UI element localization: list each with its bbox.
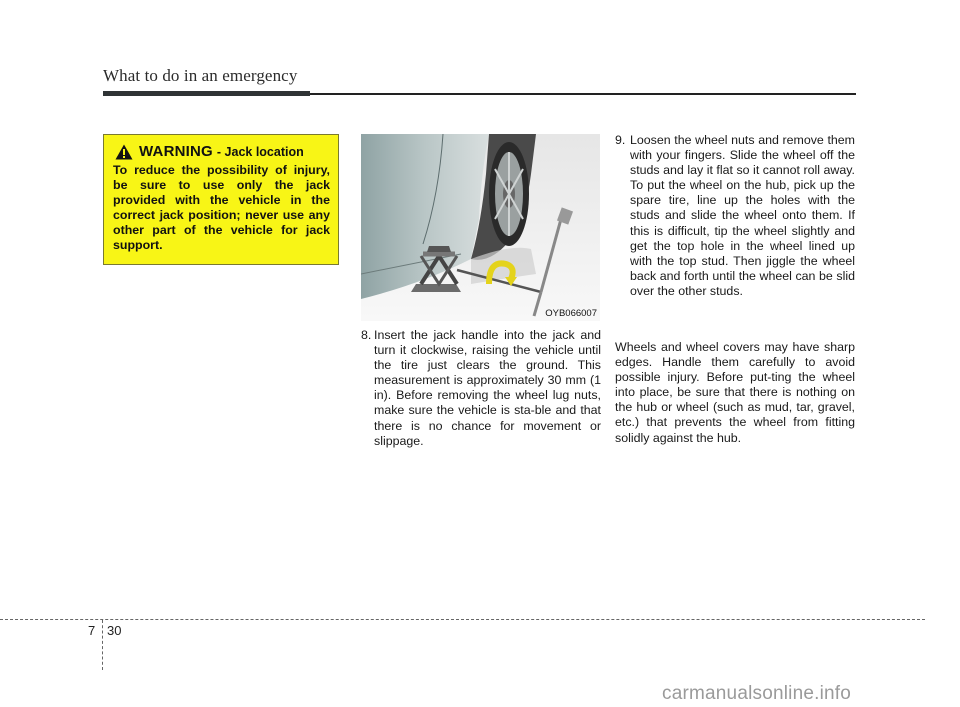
step-number: 9.: [615, 133, 626, 147]
step-text: Loosen the wheel nuts and remove them with your fingers. Slide the wheel off the studs and lay it flat so it cannot roll away. To put the wheel on the hub, pick up the spare tire, line up the holes with the studs and slide the wheel onto them. If this is difficult, tip the wheel slightly and get the top hole in the wheel lined up with the top stud. Then jiggle the wheel back and forth until the wheel can be slid over the other studs.: [630, 133, 855, 298]
chapter-number: 7: [88, 623, 96, 638]
wheel-cover-note: Wheels and wheel covers may have sharp edges. Handle them carefully to avoid possible injury. Before put-ting the wheel into place, be sure that there is nothing on the hub or wheel (such as mud, tar, gravel, etc.) that prevents the wheel from fitting solidly against the hub.: [615, 340, 855, 445]
warning-subtitle: - Jack location: [216, 144, 304, 159]
warning-box: [103, 134, 339, 265]
jack-illustration-graphic: [361, 134, 600, 321]
warning-triangle-icon: [115, 144, 133, 160]
warning-body: To reduce the possibility of injury, be sure to use only the jack provided with the vehicle in the correct jack position; never use any other part of the vehicle for jack support.: [113, 163, 330, 252]
step-number: 8.: [361, 328, 372, 342]
step-8: [361, 328, 601, 449]
section-title: What to do in an emergency: [103, 66, 298, 85]
header-rule-thick: [103, 91, 310, 96]
watermark-link[interactable]: carmanualsonline.info: [662, 683, 852, 704]
footer-divider: [0, 619, 925, 620]
figure-caption-code: OYB066007: [545, 308, 597, 319]
warning-label: WARNING: [139, 143, 213, 160]
page-number: 30: [107, 623, 122, 638]
footer-page-divider: [102, 620, 103, 670]
step-text: Insert the jack handle into the jack and turn it clockwise, raising the vehicle until the tire just clears the ground. This measurement is approximately 30 mm (1 in). Before removing the wheel lug nuts, make sure the vehicle is sta-ble and that there is no chance for movement or slippage.: [374, 328, 601, 448]
header-rule-thin: [310, 93, 856, 95]
jack-illustration: [361, 134, 600, 321]
step-9: [615, 133, 855, 299]
warning-header: [113, 143, 330, 160]
